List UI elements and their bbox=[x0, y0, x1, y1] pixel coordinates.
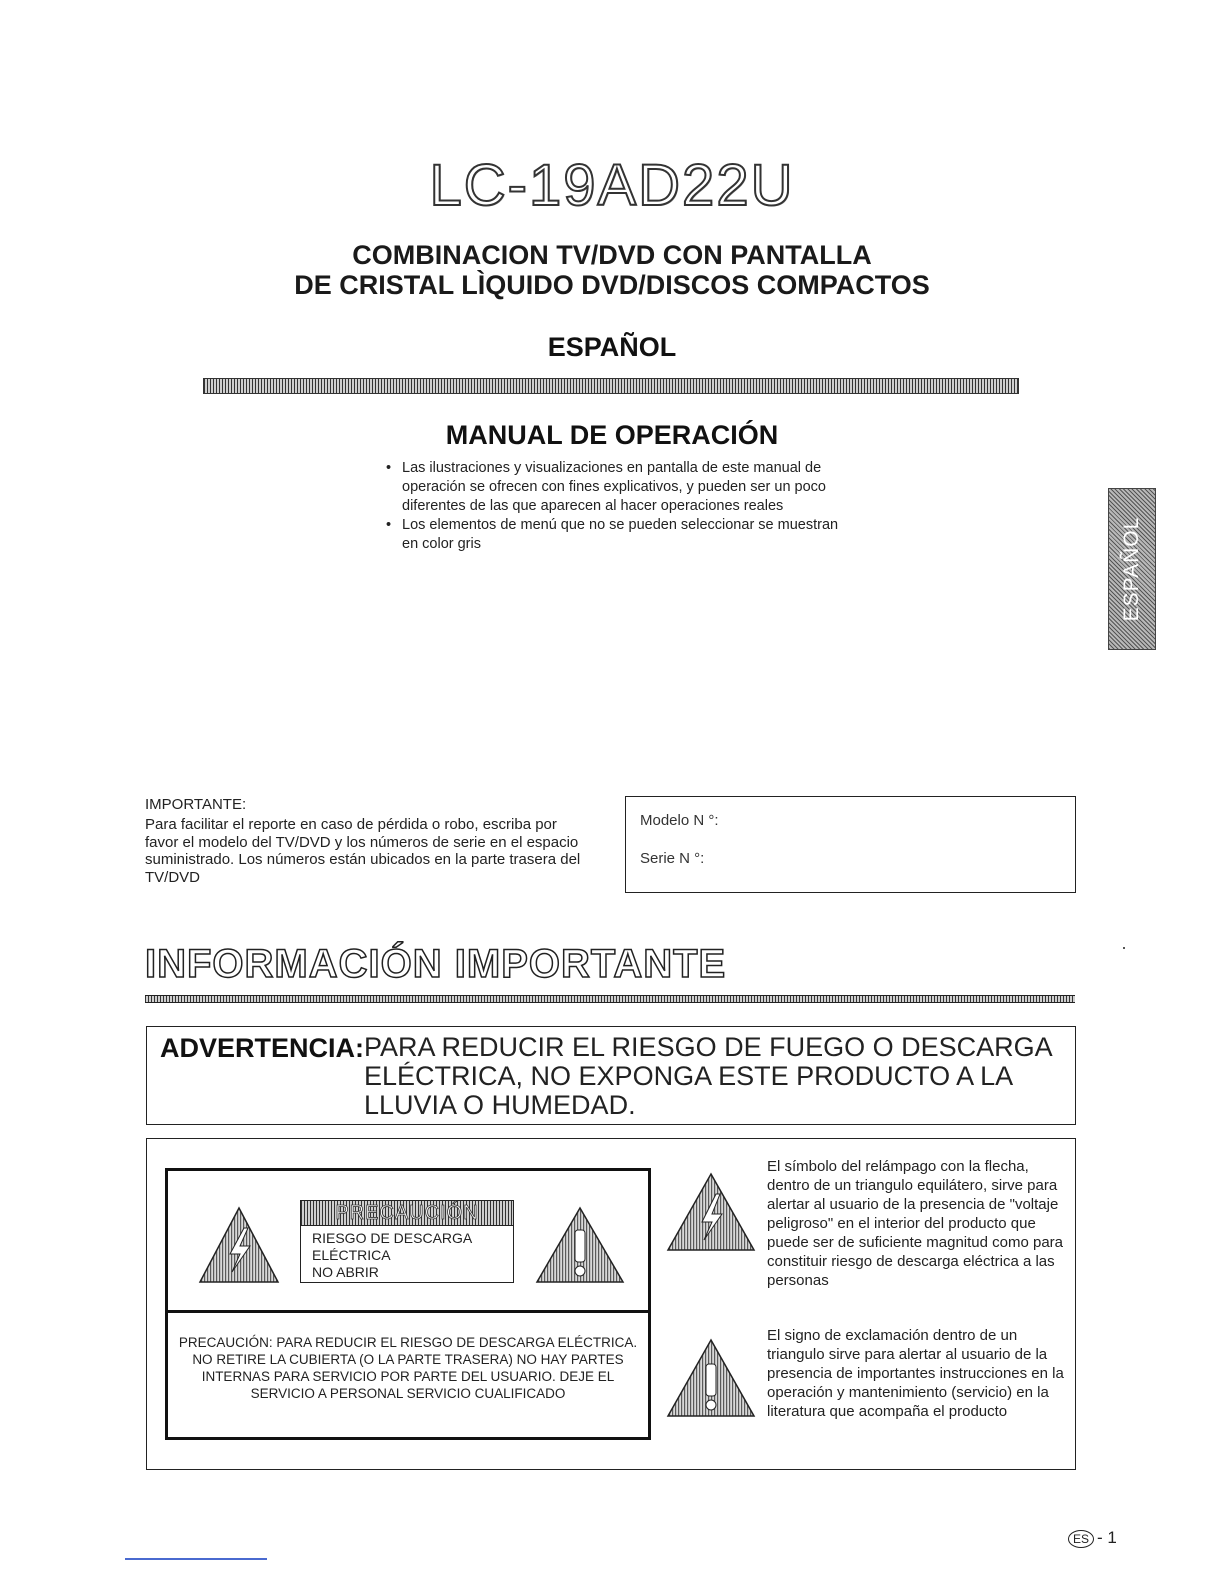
list-item: • Los elementos de menú que no se pueden seleccionar se muestran en color gris bbox=[383, 516, 853, 554]
caution-line: RIESGO DE DESCARGA bbox=[312, 1230, 473, 1246]
lightning-symbol-icon bbox=[666, 1172, 756, 1252]
page-number bbox=[1068, 1528, 1117, 1548]
notes-list bbox=[383, 459, 853, 554]
lightning-description: El símbolo del relámpago con la flecha, dentro de un triangulo equilátero, sirve para alertar al usuario de la presencia de "voltaje peligroso" en el interior del producto que puede ser de suficiente magnitud como para constituir riesgo de descarga eléctrica a las personas bbox=[767, 1158, 1064, 1289]
page-number-value: - 1 bbox=[1097, 1528, 1117, 1547]
exclamation-description: El signo de exclamación dentro de un triangulo sirve para alertar al usuario de la presencia de importantes instrucciones en la operación y mantenimiento (servicio) en la literatura que acompaña el producto bbox=[767, 1327, 1064, 1420]
list-item: • Las ilustraciones y visualizaciones en pantalla de este manual de operación se ofrecen con fines explicativos, y pueden ser un poco diferentes de las que aparecen al hacer operaciones reales bbox=[383, 459, 853, 516]
language-heading: ESPAÑOL bbox=[547, 332, 677, 362]
decorative-line bbox=[125, 1558, 267, 1560]
serial-field-label: Serie N °: bbox=[640, 850, 705, 867]
warning-text: PARA REDUCIR EL RIESGO DE FUEGO O DESCARGA ELÉCTRICA, NO EXPONGA ESTE PRODUCTO A LA LLUVIA O HUMEDAD. bbox=[364, 1032, 1052, 1120]
decorative-divider bbox=[203, 378, 1019, 394]
caution-banner bbox=[300, 1200, 514, 1226]
lightning-warning-icon bbox=[198, 1206, 280, 1284]
caution-line: ELÉCTRICA bbox=[312, 1247, 391, 1263]
model-number: LC-19AD22U bbox=[429, 153, 795, 218]
serial-number-box bbox=[625, 796, 1076, 893]
section-title: INFORMACIÓN IMPORTANTE bbox=[145, 942, 727, 986]
important-label: IMPORTANTE: bbox=[145, 796, 247, 813]
model-field-label: Modelo N °: bbox=[640, 812, 719, 829]
language-code-badge: ES bbox=[1068, 1530, 1094, 1548]
decorative-dot bbox=[1123, 947, 1125, 949]
caution-text: PRECAUCIÓN: PARA REDUCIR EL RIESGO DE DESCARGA ELÉCTRICA. NO RETIRE LA CUBIERTA (O LA PARTE TRASERA) NO HAY PARTES INTERNAS PARA SERVICIO POR PARTE DEL USUARIO. DEJE EL SERVICIO A PERSONAL SERVICIO CUALIFICADO bbox=[178, 1335, 638, 1401]
language-side-tab bbox=[1108, 488, 1156, 650]
exclamation-warning-icon bbox=[535, 1206, 625, 1284]
warning-label: ADVERTENCIA: bbox=[160, 1033, 365, 1063]
exclamation-symbol-icon bbox=[666, 1338, 756, 1418]
caution-banner-label: PRECAUCIÓN bbox=[335, 1202, 479, 1224]
product-title-line1: COMBINACION TV/DVD CON PANTALLA bbox=[352, 240, 872, 270]
important-text: Para facilitar el reporte en caso de pérdida o robo, escriba por favor el modelo del TV/DVD y los números de serie en el espacio suministrado. Los números están ubicados en la parte trasera del TV/DVD bbox=[145, 816, 581, 886]
side-tab-label: ESPAÑOL bbox=[1120, 516, 1143, 622]
caution-line: NO ABRIR bbox=[312, 1264, 379, 1280]
caution-divider bbox=[165, 1310, 651, 1313]
manual-title: MANUAL DE OPERACIÓN bbox=[445, 420, 779, 450]
section-divider bbox=[145, 995, 1075, 1003]
product-title-line2: DE CRISTAL LÌQUIDO DVD/DISCOS COMPACTOS bbox=[294, 270, 930, 300]
